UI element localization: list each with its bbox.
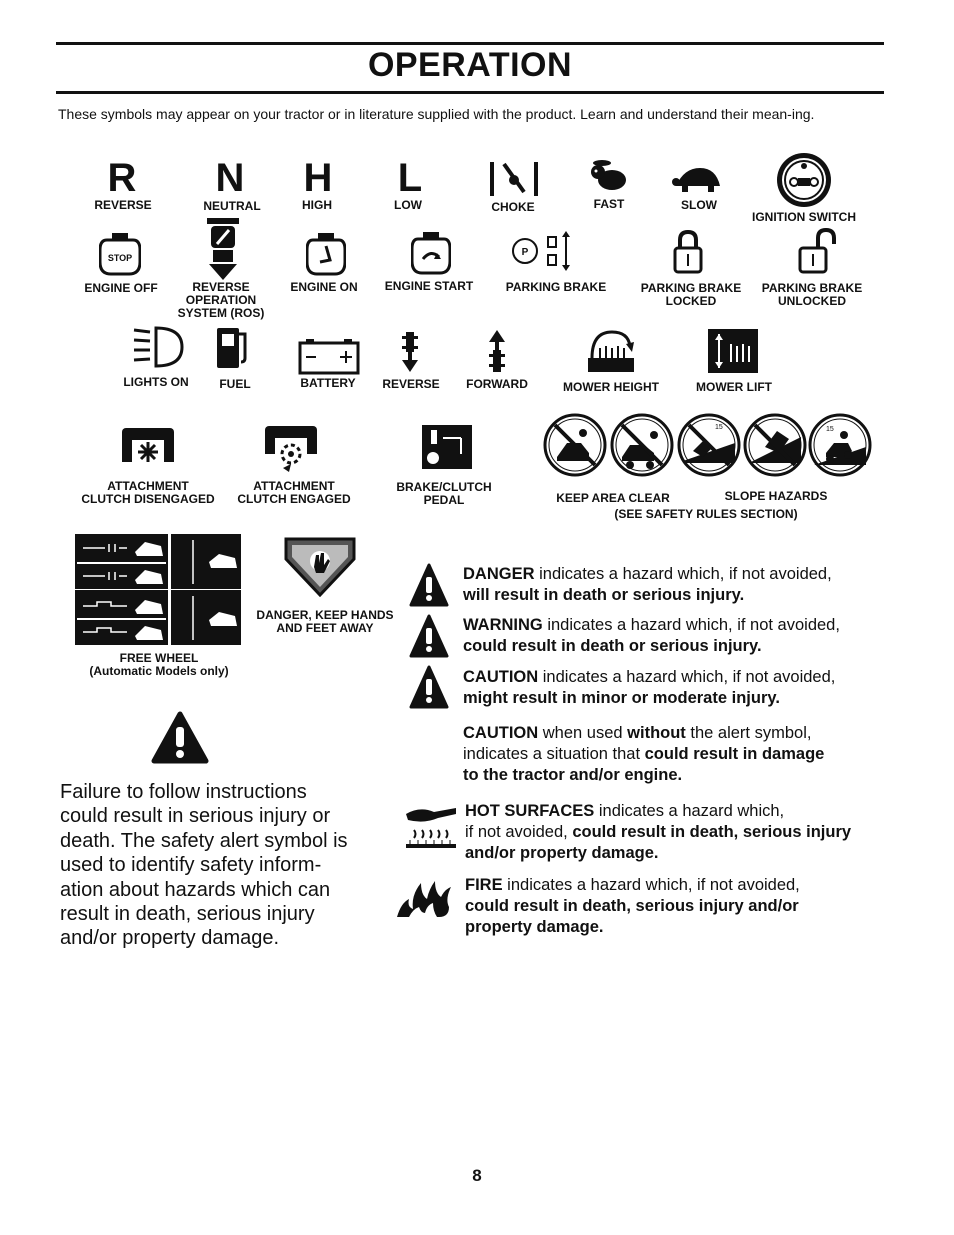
parking-brake-icon	[510, 229, 572, 273]
caution-text	[463, 667, 903, 709]
rabbit-icon	[586, 158, 630, 194]
free-wheel-line-1: FREE WHEEL	[119, 651, 199, 665]
page-title: OPERATION	[367, 46, 573, 84]
label-brake-clutch	[396, 481, 491, 507]
caution2-bold-2: to the tractor and/or engine.	[463, 766, 683, 784]
caution2-c: indicates a situation that	[463, 745, 645, 763]
padlock-unlocked-icon	[798, 228, 838, 274]
keep-area-clear-icon-1	[543, 413, 607, 477]
high-letter-icon: H	[303, 156, 333, 200]
keep-hands-away-icon	[284, 537, 356, 597]
label-engine-start: ENGINE START	[384, 279, 474, 293]
fire-rest: indicates a hazard which, if not avoided,	[502, 876, 800, 894]
attachment-clutch-disengaged-icon	[120, 426, 176, 466]
warning-keyword: WARNING	[463, 616, 543, 634]
att-dis-line-1: ATTACHMENT	[107, 479, 189, 493]
caution-rest: indicates a hazard which, if not avoided,	[538, 668, 836, 686]
label-reverse-dir: REVERSE	[382, 377, 440, 391]
warning-alert-icon	[409, 614, 449, 658]
label-attachment-disengaged	[81, 480, 214, 506]
fire-keyword: FIRE	[465, 876, 503, 894]
low-letter-icon: L	[397, 156, 423, 200]
fuel-icon	[215, 324, 251, 370]
label-fast: FAST	[593, 197, 625, 211]
label-parking-brake: PARKING BRAKE	[505, 280, 607, 294]
fire-icon	[395, 877, 453, 919]
hands-line-2: AND FEET AWAY	[276, 621, 374, 635]
danger-text	[463, 564, 903, 606]
choke-icon	[488, 160, 540, 198]
free-wheel-line-2: (Automatic Models only)	[89, 664, 229, 678]
caution2-b: the alert symbol,	[685, 724, 812, 742]
ignition-switch-icon	[776, 152, 832, 208]
label-keep-hands-away	[256, 609, 393, 635]
slope-hazard-icon-1	[677, 413, 741, 477]
battery-icon	[298, 337, 360, 375]
mower-lift-icon	[707, 328, 759, 374]
label-low: LOW	[394, 198, 422, 212]
hot-surfaces-text	[465, 801, 905, 864]
reverse-arrow-icon	[400, 330, 420, 374]
brake-line-1: BRAKE/CLUTCH	[396, 480, 492, 494]
att-eng-line-1: ATTACHMENT	[253, 479, 335, 493]
hot-bold-2: and/or property damage.	[465, 844, 659, 862]
label-choke: CHOKE	[491, 200, 535, 214]
label-mower-height: MOWER HEIGHT	[563, 380, 659, 394]
caution2-a: when used	[538, 724, 628, 742]
label-pb-unlocked	[762, 282, 862, 308]
label-ros	[178, 281, 265, 320]
caution-keyword: CAUTION	[463, 668, 539, 686]
free-wheel-diagram	[75, 534, 241, 645]
label-reverse: REVERSE	[94, 198, 152, 212]
label-slope-hazards: SLOPE HAZARDS	[724, 489, 828, 503]
slope-num-2: 15	[826, 426, 834, 433]
fire-bold-2: property damage.	[465, 918, 604, 936]
hot-bold-1: could result in death, serious injury	[572, 823, 852, 841]
hot-rest: indicates a hazard which,	[594, 802, 785, 820]
caution2-keyword: CAUTION	[463, 724, 539, 742]
label-free-wheel	[89, 652, 228, 678]
warning-rest: indicates a hazard which, if not avoided,	[542, 616, 840, 634]
caution2-without: without	[627, 724, 686, 742]
brake-clutch-pedal-icon	[421, 424, 473, 470]
label-attachment-engaged	[237, 480, 350, 506]
label-fuel: FUEL	[219, 377, 251, 391]
label-forward: FORWARD	[466, 377, 528, 391]
label-ignition-switch: IGNITION SWITCH	[752, 210, 856, 224]
forward-arrow-icon	[487, 330, 507, 374]
lights-on-icon	[132, 324, 184, 370]
turtle-icon	[670, 166, 726, 194]
keep-area-clear-icon-2	[610, 413, 674, 477]
slope-num-1: 15	[715, 424, 723, 431]
label-slow: SLOW	[681, 198, 717, 212]
top-rule	[56, 42, 884, 45]
slope-hazard-icon-2	[743, 413, 807, 477]
label-lights-on: LIGHTS ON	[123, 375, 189, 389]
danger-keyword: DANGER	[463, 565, 535, 583]
danger-consequence: will result in death or serious injury.	[463, 586, 745, 604]
fire-text	[465, 875, 905, 938]
hot-keyword: HOT SURFACES	[465, 802, 595, 820]
slope-hazard-icon-3	[808, 413, 872, 477]
label-high: HIGH	[302, 198, 332, 212]
att-dis-line-2: CLUTCH DISENGAGED	[81, 492, 215, 506]
hot-b: if not avoided,	[465, 823, 573, 841]
pb-unlocked-line-2: UNLOCKED	[777, 294, 846, 308]
padlock-locked-icon	[673, 230, 703, 274]
fire-bold-1: could result in death, serious injury and/or	[465, 897, 799, 915]
page-number: 8	[472, 1166, 482, 1185]
mower-height-icon	[586, 328, 636, 374]
failure-paragraph: Failure to follow instructions could result in serious injury or death. The safety alert symbol is used to identify safety inform-ation about hazards which can result in death, serious injury and/or property damage.	[60, 781, 348, 950]
hands-line-1: DANGER, KEEP HANDS	[256, 608, 394, 622]
stop-text: STOP	[107, 253, 133, 263]
danger-alert-icon	[409, 563, 449, 607]
neutral-letter-icon: N	[215, 156, 245, 200]
engine-off-icon	[99, 232, 141, 276]
att-eng-line-2: CLUTCH ENGAGED	[237, 492, 351, 506]
label-keep-area-clear: KEEP AREA CLEAR	[556, 491, 670, 505]
hot-surface-icon	[404, 802, 458, 852]
title-underline	[56, 91, 884, 94]
ros-icon	[203, 216, 243, 282]
caution-no-symbol-text	[463, 723, 903, 786]
label-pb-locked	[641, 282, 741, 308]
label-mower-lift: MOWER LIFT	[696, 380, 772, 394]
caution2-bold-1: could result in damage	[644, 745, 825, 763]
p-text: P	[521, 247, 529, 258]
ros-line-3: SYSTEM (ROS)	[177, 306, 265, 320]
pb-locked-line-1: PARKING BRAKE	[640, 281, 742, 295]
label-battery: BATTERY	[300, 376, 356, 390]
label-neutral: NEUTRAL	[203, 199, 261, 213]
attachment-clutch-engaged-icon	[263, 424, 319, 472]
caution-alert-icon	[409, 665, 449, 709]
label-engine-on: ENGINE ON	[290, 280, 358, 294]
reverse-letter-icon: R	[107, 156, 137, 200]
engine-start-icon	[411, 231, 451, 275]
brake-line-2: PEDAL	[423, 493, 465, 507]
caution-consequence: might result in minor or moderate injury.	[463, 689, 780, 707]
danger-rest: indicates a hazard which, if not avoided,	[534, 565, 832, 583]
ros-line-1: REVERSE	[192, 280, 250, 294]
pb-locked-line-2: LOCKED	[665, 294, 717, 308]
label-see-safety: (SEE SAFETY RULES SECTION)	[614, 507, 798, 521]
safety-alert-icon	[150, 711, 210, 765]
ros-line-2: OPERATION	[185, 293, 257, 307]
intro-text: These symbols may appear on your tractor or in literature supplied with the product. Learn and understand their mean-ing.	[58, 106, 815, 122]
engine-on-icon	[306, 232, 346, 276]
warning-consequence: could result in death or serious injury.	[463, 637, 762, 655]
pb-unlocked-line-1: PARKING BRAKE	[761, 281, 863, 295]
warning-text	[463, 615, 903, 657]
label-engine-off: ENGINE OFF	[84, 281, 158, 295]
